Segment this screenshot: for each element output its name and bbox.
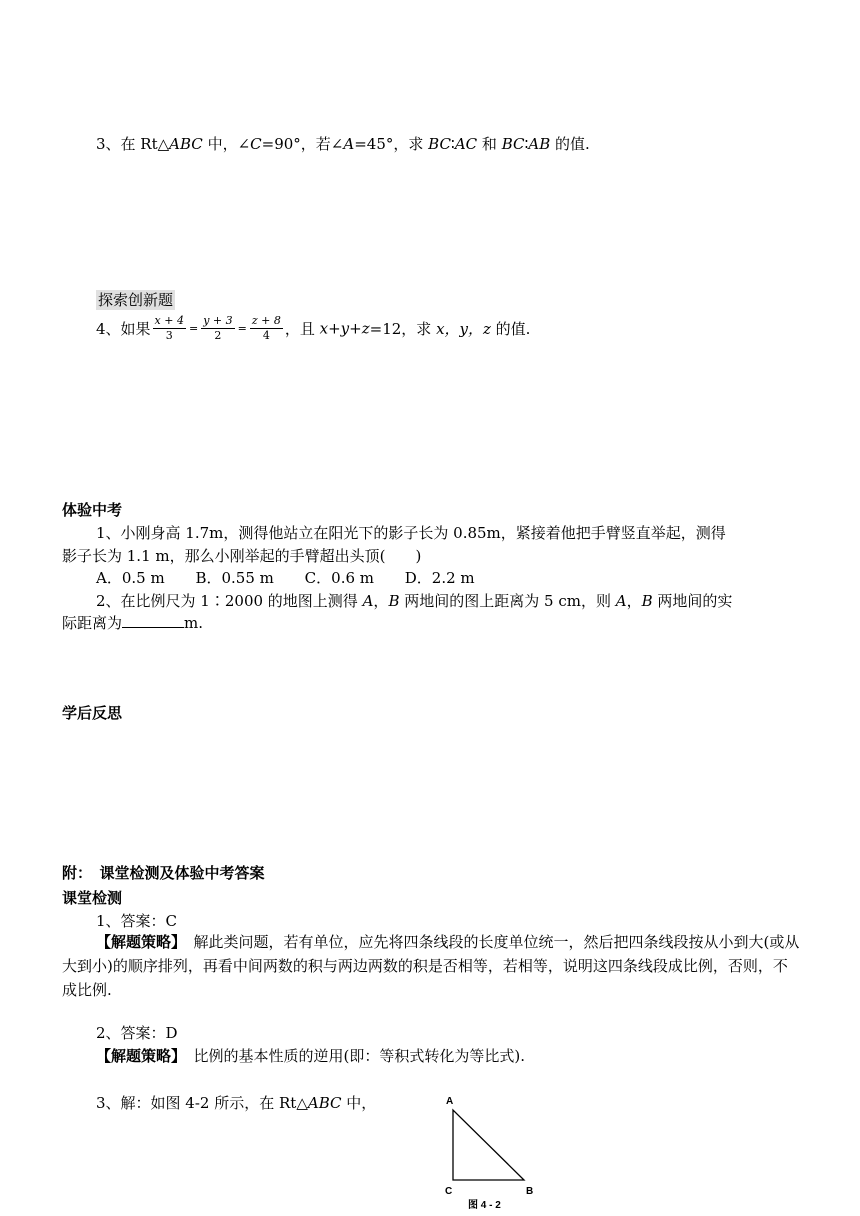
q3-ac: AC (454, 135, 478, 153)
strategy-text: 比例的基本性质的逆用(即：等积式转化为等比式). (178, 1047, 525, 1065)
fraction-3 (250, 314, 283, 343)
fraction-1-num: x + 4 (154, 314, 184, 327)
appendix-title: 附： 课堂检测及体验中考答案 (62, 864, 265, 882)
answer-1: 1、答案：C (96, 912, 178, 930)
exam-q2-sep: ， (626, 592, 642, 610)
fraction-1-den: 3 (165, 329, 173, 342)
vertex-c-label: C (445, 1186, 453, 1197)
strategy-label: 【解题策略】 (96, 933, 179, 951)
strategy-text: 解此类问题，若有单位，应先将四条线段的长度单位统一，然后把四条线段按从小到大(或从大到小)的顺序排列，再看中间两数的积与两边两数的积是否相等，若相等，说明这四条线段成比例，否则，不成比例. (62, 933, 800, 999)
q4-vars: x，y，z (436, 320, 491, 338)
equals-sign: = (188, 322, 199, 335)
exam-q1-line2: 影子长为 1.1 m，那么小刚举起的手臂超出头顶( ) (62, 547, 422, 565)
right-triangle (453, 1110, 524, 1180)
answer-3-abc: ABC (307, 1094, 342, 1112)
q4-text: 4、如果 (96, 320, 151, 338)
vertex-b-label: B (526, 1186, 534, 1197)
q3-text: 和 (477, 135, 502, 153)
question-4 (96, 314, 530, 343)
q4-text: 的值. (490, 320, 531, 338)
question-3 (96, 133, 590, 154)
answer-blank (122, 613, 184, 628)
q3-text: =45°，求 (354, 135, 429, 153)
q3-ab: AB (528, 135, 551, 153)
q3-text: 中，∠ (202, 135, 251, 153)
exam-q2-line1 (96, 590, 732, 611)
triangle-figure (438, 1090, 548, 1212)
exam-q1-options (96, 567, 475, 588)
reflect-heading: 学后反思 (62, 704, 123, 722)
exam-q2-text: m. (184, 614, 204, 632)
answer-3-text: 3、解：如图 4-2 所示，在 Rt△ (96, 1094, 308, 1112)
option-a: A．0.5 m (96, 569, 165, 587)
answer-3 (96, 1092, 376, 1113)
q3-colon: ∶ (450, 135, 455, 153)
q3-text: 3、在 Rt△ (96, 135, 170, 153)
q4-text: =12，求 (369, 320, 437, 338)
exam-q2-line2 (62, 612, 203, 633)
exam-q2-text: 际距离为 (62, 614, 123, 632)
fraction-3-num: z + 8 (251, 314, 281, 327)
q3-a: A (343, 135, 355, 153)
fraction-1 (153, 314, 186, 343)
exam-q2-text: 两地间的实 (652, 592, 733, 610)
q3-abc: ABC (169, 135, 203, 153)
explore-heading-text: 探索创新题 (98, 291, 174, 309)
equals-sign: = (237, 322, 247, 335)
exam-q2-sep: ， (373, 592, 389, 610)
check-heading: 课堂检测 (62, 889, 123, 907)
exam-q2-a: A (615, 592, 627, 610)
q4-text: ，且 (284, 320, 320, 338)
exam-q2-b: B (388, 592, 400, 610)
fraction-2-num: y + 3 (203, 314, 233, 327)
q3-text: =90°，若∠ (261, 135, 344, 153)
q3-text: 的值. (550, 135, 590, 153)
vertex-a-label: A (446, 1096, 454, 1107)
strategy-label: 【解题策略】 (96, 1047, 179, 1065)
exam-q2-text: 两地间的图上距离为 5 cm，则 (399, 592, 616, 610)
q3-c: C (250, 135, 262, 153)
option-c: C．0.6 m (304, 569, 374, 587)
q3-colon: ∶ (524, 135, 529, 153)
answer-2-strategy (96, 1045, 525, 1066)
fraction-2-den: 2 (214, 329, 222, 342)
explore-heading (96, 289, 175, 310)
exam-q2-a: A (362, 592, 374, 610)
option-d: D．2.2 m (404, 569, 475, 587)
exam-q1-line1: 1、小刚身高 1.7m，测得他站立在阳光下的影子长为 0.85m，紧接着他把手臂竖直举起，测得 (96, 524, 726, 542)
exam-q2-b: B (641, 592, 653, 610)
q3-bc: BC (501, 135, 525, 153)
figure-caption: 图 4 - 2 (468, 1200, 501, 1211)
q3-bc: BC (428, 135, 451, 153)
exam-heading: 体验中考 (62, 501, 123, 519)
answer-3-text: 中， (341, 1094, 377, 1112)
answer-1-strategy (62, 930, 802, 1002)
answer-2: 2、答案：D (96, 1024, 178, 1042)
fraction-2 (201, 314, 234, 343)
q4-condition: x+y+z (319, 319, 370, 338)
fraction-3-den: 4 (262, 329, 270, 342)
option-b: B．0.55 m (195, 569, 274, 587)
exam-q2-text: 2、在比例尺为 1∶2000 的地图上测得 (96, 592, 363, 610)
